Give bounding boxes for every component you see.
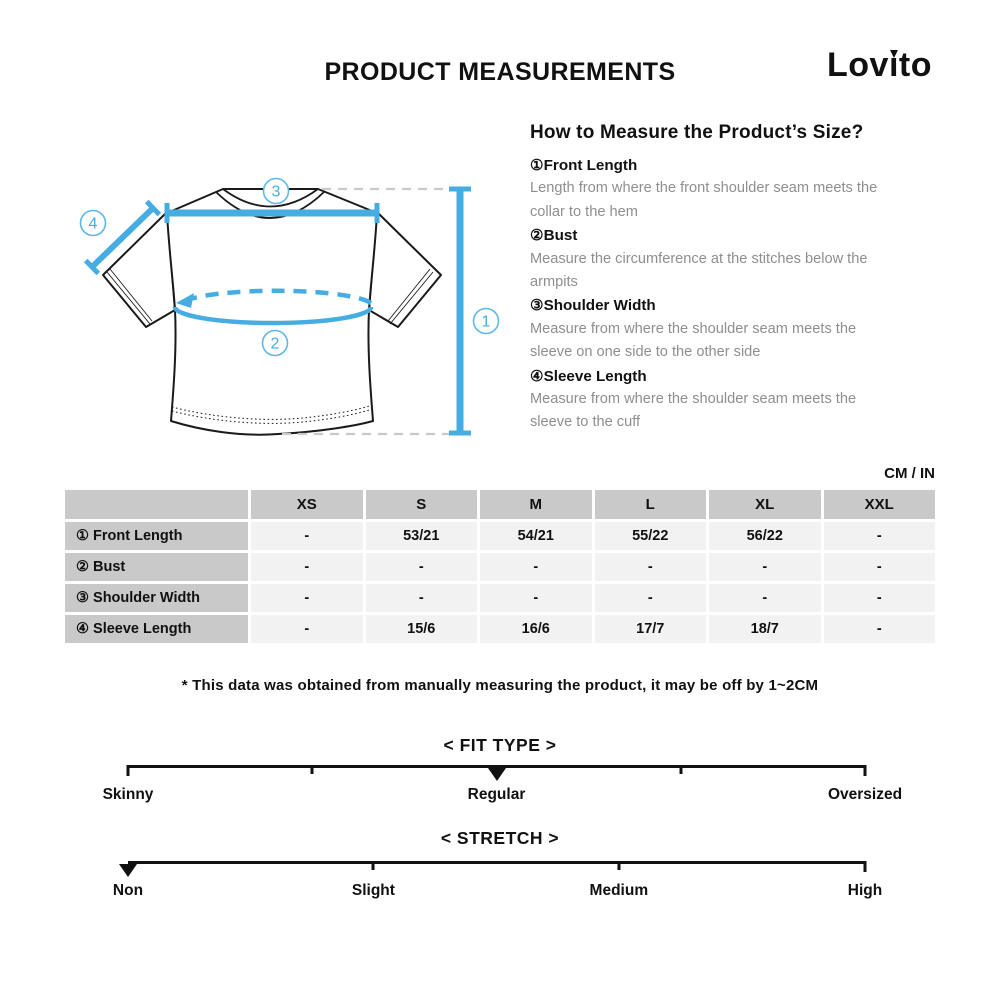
item-desc: Length from where the front shoulder seam meets the collar to the hem: [530, 180, 878, 220]
table-cell: -: [595, 584, 707, 612]
item-title: Bust: [543, 227, 578, 245]
table-cell: -: [251, 522, 363, 550]
logo-triangle-dot-icon: [890, 50, 898, 58]
table-cell: -: [480, 553, 592, 581]
logo-text-pre: Lov: [827, 46, 889, 84]
row-label-front-length: ① Front Length: [65, 522, 248, 550]
stretch-label-slight: Slight: [351, 882, 395, 899]
measure-item: [530, 224, 945, 294]
item-desc: Measure from where the shoulder seam meets the sleeve on one side to the other side: [530, 320, 857, 361]
table-cell: 16/6: [480, 615, 592, 643]
table-cell: -: [824, 615, 936, 643]
col-header-xs: XS: [251, 490, 363, 519]
table-cell: 18/7: [709, 615, 821, 643]
fit-type-label-skinny: Skinny: [102, 786, 154, 803]
how-to-measure-heading: How to Measure the Product’s Size?: [530, 122, 864, 143]
item-title: Front Length: [543, 157, 638, 174]
measure-item: [530, 294, 945, 364]
stretch-label-medium: Medium: [589, 882, 649, 899]
row-label-sleeve-length: ④ Sleeve Length: [65, 615, 248, 643]
table-cell: -: [251, 615, 363, 643]
table-cell: -: [824, 522, 936, 550]
disclaimer-note: * This data was obtained from manually measuring the product, it may be off by 1~2CM: [181, 677, 819, 694]
logo-text-post: to: [898, 46, 932, 84]
stretch-marker-icon: [119, 864, 137, 877]
fit-type-label-regular: Regular: [467, 786, 526, 803]
front-length-measure-line: [449, 189, 471, 433]
col-header-l: L: [595, 490, 707, 519]
table-cell: -: [824, 553, 936, 581]
table-cell: 54/21: [480, 522, 592, 550]
col-header-s: S: [366, 490, 478, 519]
page-title: PRODUCT MEASUREMENTS: [324, 58, 676, 86]
item-title: Shoulder Width: [543, 297, 656, 315]
fit-type-scale: [102, 765, 903, 811]
col-header-xxl: XXL: [824, 490, 936, 519]
table-cell: -: [824, 584, 936, 612]
item-desc: Measure the circumference at the stitches below the armpits: [530, 250, 868, 291]
stretch-scale-line: [128, 861, 865, 864]
tshirt-measurement-diagram: [60, 150, 520, 450]
unit-label: CM / IN: [884, 465, 935, 482]
table-cell: 53/21: [366, 522, 478, 550]
tshirt-body: [167, 189, 377, 435]
col-header-m: M: [480, 490, 592, 519]
item-num: ④: [530, 367, 544, 385]
table-cell: -: [251, 553, 363, 581]
table-cell: -: [595, 553, 707, 581]
callout-1: 1: [481, 313, 491, 331]
stretch-scale: [112, 861, 883, 907]
table-cell: -: [709, 584, 821, 612]
callout-3: 3: [271, 183, 281, 201]
stretch-label-high: High: [847, 882, 883, 899]
row-label-bust: ② Bust: [65, 553, 248, 581]
logo-letter-i: ı: [888, 46, 899, 84]
item-title: Sleeve Length: [543, 367, 647, 385]
table-cell: -: [251, 584, 363, 612]
row-label-shoulder-width: ③ Shoulder Width: [65, 584, 248, 612]
item-num: ①: [530, 157, 544, 174]
stretch-title: < STRETCH >: [440, 828, 560, 848]
item-num: ②: [530, 227, 544, 245]
table-cell: 17/7: [595, 615, 707, 643]
table-cell: -: [709, 553, 821, 581]
fit-type-title: < FIT TYPE >: [443, 735, 557, 755]
item-desc: Measure from where the shoulder seam meets the sleeve to the cuff: [530, 391, 857, 431]
stretch-label-non: Non: [112, 882, 144, 899]
table-cell: -: [366, 553, 478, 581]
fit-type-label-oversized: Oversized: [827, 786, 903, 803]
callout-4: 4: [88, 215, 98, 233]
size-table: [65, 490, 935, 643]
table-cell: 56/22: [709, 522, 821, 550]
table-corner-cell: [65, 490, 248, 519]
table-cell: -: [480, 584, 592, 612]
col-header-xl: XL: [709, 490, 821, 519]
brand-logo: [827, 46, 932, 85]
measure-item: [530, 365, 945, 435]
callout-2: 2: [270, 335, 280, 353]
table-cell: -: [366, 584, 478, 612]
measure-item: [530, 154, 945, 224]
item-num: ③: [530, 297, 544, 315]
table-cell: 55/22: [595, 522, 707, 550]
how-to-measure-section: [530, 122, 945, 435]
table-cell: 15/6: [366, 615, 478, 643]
fit-type-marker-icon: [488, 768, 506, 781]
